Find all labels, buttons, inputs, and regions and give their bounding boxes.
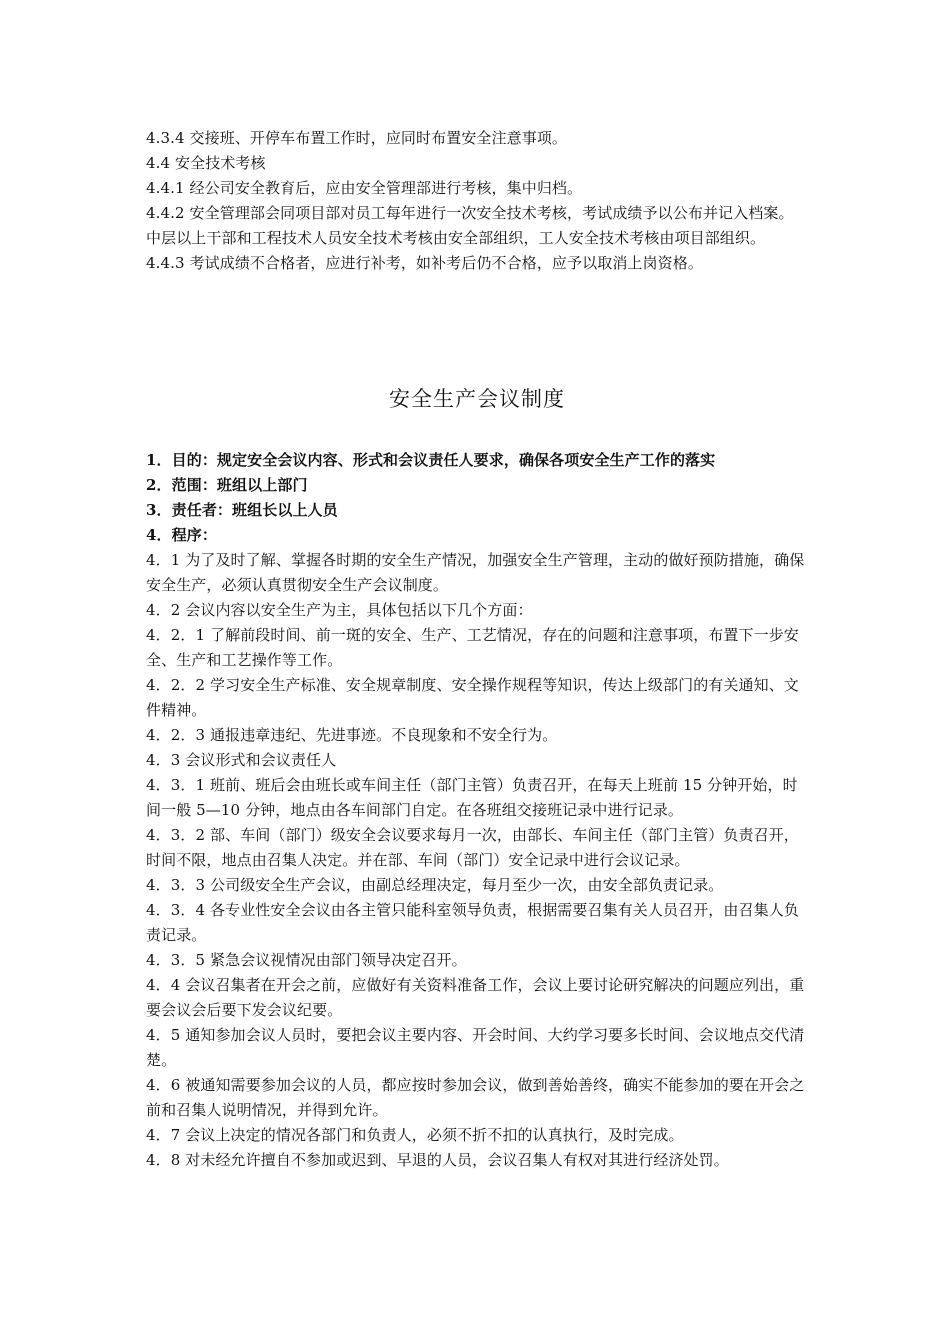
procedure-4-8: 4．8 对未经允许擅自不参加或迟到、早退的人员，会议召集人有权对其进行经济处罚。 (146, 1151, 729, 1169)
procedure-4-3-3: 4．3．3 公司级安全生产会议，由副总经理决定，每月至少一次，由安全部负责记录。 (146, 876, 724, 894)
procedure-4-3-2: 4．3．2 部、车间（部门）级安全会议要求每月一次，由部长、车间主任（部门主管）负责召开，时间不限，地点由召集人决定。并在部、车间（部门）安全记录中进行会议记录。 (146, 826, 799, 869)
document-title: 安全生产会议制度 (389, 387, 565, 411)
procedure-4-1: 4．1 为了及时了解、掌握各时期的安全生产情况，加强安全生产管理，主动的做好预防措施，确保安全生产，必须认真贯彻安全生产会议制度。 (146, 551, 805, 594)
procedure-4-6: 4．6 被通知需要参加会议的人员，都应按时参加会议，做到善始善终，确实不能参加的要在开会之前和召集人说明情况，并得到允许。 (146, 1076, 805, 1119)
paragraph-4-4-1: 4.4.1 经公司安全教育后，应由安全管理部进行考核，集中归档。 (146, 179, 583, 197)
paragraph-4-4-3: 4.4.3 考试成绩不合格者，应进行补考，如补考后仍不合格，应予以取消上岗资格。 (146, 254, 703, 272)
procedure-4-3: 4．3 会议形式和会议责任人 (146, 751, 337, 769)
procedure-4-4: 4．4 会议召集者在开会之前，应做好有关资料准备工作，会议上要讨论研究解决的问题应列出，重要会议会后要下发会议纪要。 (146, 976, 805, 1019)
procedure-4-2-1: 4．2．1 了解前段时间、前一斑的安全、生产、工艺情况，存在的问题和注意事项，布置下一步安全、生产和工艺操作等工作。 (146, 626, 799, 669)
procedure-heading: 4．程序： (146, 526, 217, 544)
scope-heading: 2．范围：班组以上部门 (146, 476, 308, 494)
paragraph-4-4-2: 4.4.2 安全管理部会同项目部对员工每年进行一次安全技术考核，考试成绩予以公布并记入档案。中层以上干部和工程技术人员安全技术考核由安全部组织，工人安全技术考核由项目部组织。 (146, 204, 794, 247)
document-page (146, 126, 808, 1169)
responsible-heading: 3．责任者：班组长以上人员 (146, 501, 338, 519)
paragraph-4-3-4: 4.3.4 交接班、开停车布置工作时，应同时布置安全注意事项。 (146, 129, 568, 147)
procedure-4-3-5: 4．3．5 紧急会议视情况由部门领导决定召开。 (146, 951, 467, 969)
procedure-4-5: 4．5 通知参加会议人员时，要把会议主要内容、开会时间、大约学习要多长时间、会议地点交代清楚。 (146, 1026, 805, 1069)
procedure-4-3-1: 4．3．1 班前、班后会由班长或车间主任（部门主管）负责召开，在每天上班前 15 分钟开始，时间一般 5—10 分钟，地点由各车间部门自定。在各班组交接班记录中进行记录。 (146, 776, 798, 819)
previous-section-text (146, 126, 808, 276)
meeting-system-body (146, 448, 808, 1173)
purpose-heading: 1．目的：规定安全会议内容、形式和会议责任人要求，确保各项安全生产工作的落实 (146, 451, 716, 469)
procedure-4-2-2: 4．2．2 学习安全生产标准、安全规章制度、安全操作规程等知识，传达上级部门的有关通知、文件精神。 (146, 676, 799, 719)
procedure-4-7: 4．7 会议上决定的情况各部门和负责人，必须不折不扣的认真执行，及时完成。 (146, 1126, 684, 1144)
paragraph-4-4-heading: 4.4 安全技术考核 (146, 154, 266, 172)
procedure-4-3-4: 4．3．4 各专业性安全会议由各主管只能科室领导负责，根据需要召集有关人员召开，由召集人负责记录。 (146, 901, 799, 944)
procedure-4-2: 4．2 会议内容以安全生产为主，具体包括以下几个方面： (146, 601, 533, 619)
procedure-4-2-3: 4．2．3 通报违章违纪、先进事迹。不良现象和不安全行为。 (146, 726, 558, 744)
